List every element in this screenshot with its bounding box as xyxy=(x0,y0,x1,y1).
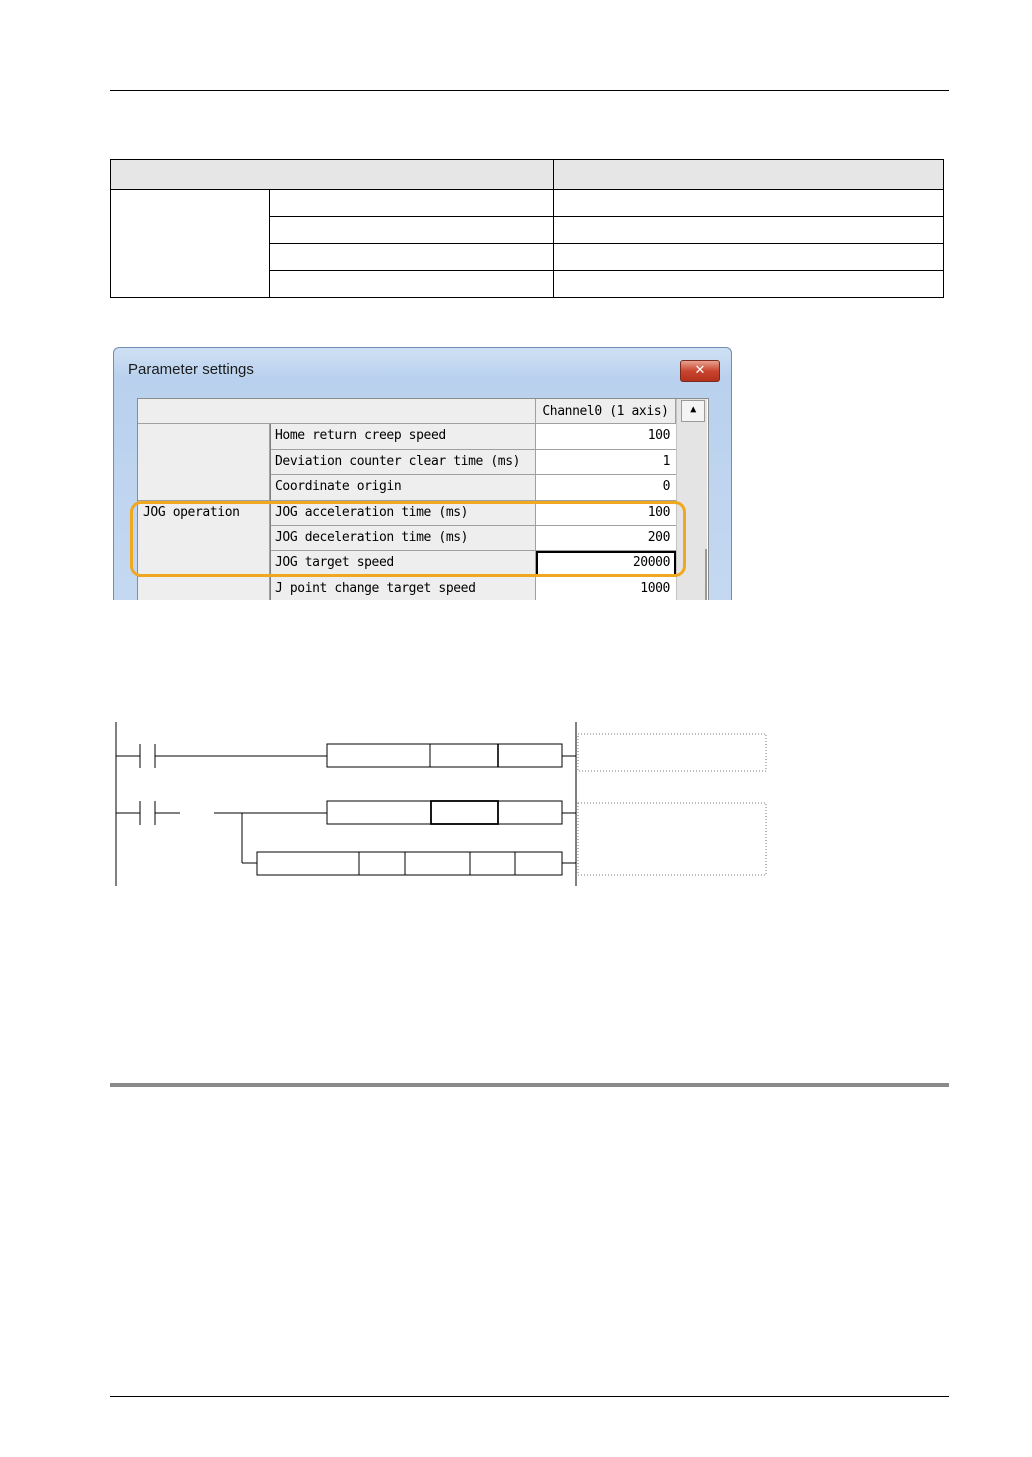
table-header-cell xyxy=(111,160,554,190)
table-cell xyxy=(554,271,944,298)
table-cell xyxy=(270,190,554,217)
branch-instruction-box xyxy=(257,852,562,875)
settings-table xyxy=(110,159,944,298)
group-cell-next xyxy=(138,577,270,600)
row-label-jog-deceleration-time: JOG deceleration time (ms) xyxy=(270,526,536,551)
comment-box-2 xyxy=(578,803,766,875)
row-label-jog-target-speed: JOG target speed xyxy=(270,551,536,577)
section-rule xyxy=(110,1083,949,1087)
close-icon[interactable]: ✕ xyxy=(680,360,720,382)
row-label-j-point-change-target-speed: J point change target speed xyxy=(270,577,536,600)
table-row xyxy=(111,190,944,217)
table-header-row xyxy=(111,160,944,190)
value-j-point-change-target-speed[interactable]: 1000 xyxy=(536,577,676,600)
rung2-instruction-box xyxy=(327,801,562,824)
table-cell xyxy=(554,217,944,244)
rung1-instruction-box xyxy=(327,744,562,767)
row-label-home-return-creep-speed: Home return creep speed xyxy=(270,424,536,450)
row-label-deviation-counter-clear-time: Deviation counter clear time (ms) xyxy=(270,450,536,475)
comment-box-1 xyxy=(578,734,766,771)
table-cell xyxy=(554,244,944,271)
value-jog-acceleration-time[interactable]: 100 xyxy=(536,501,676,526)
scroll-up-arrow-icon[interactable]: ▲ xyxy=(681,400,705,422)
scrollbar-thumb[interactable] xyxy=(705,549,707,600)
group-cell-blank xyxy=(138,424,270,501)
column-header-label: Channel0 (1 axis) xyxy=(542,404,669,419)
ladder-diagram xyxy=(0,700,1032,900)
value-deviation-counter-clear-time[interactable]: 1 xyxy=(536,450,676,475)
dialog-title: Parameter settings xyxy=(128,361,254,378)
rung2-box-highlight xyxy=(431,801,498,824)
value-coordinate-origin[interactable]: 0 xyxy=(536,475,676,501)
row-label-jog-acceleration-time: JOG acceleration time (ms) xyxy=(270,501,536,526)
header-rule xyxy=(110,90,949,91)
table-cell xyxy=(270,217,554,244)
value-jog-deceleration-time[interactable]: 200 xyxy=(536,526,676,551)
table-cell xyxy=(270,244,554,271)
footer-rule xyxy=(110,1396,949,1397)
table-header-cell xyxy=(554,160,944,190)
jog-operation-highlight xyxy=(130,501,686,577)
row-label-coordinate-origin: Coordinate origin xyxy=(270,475,536,501)
value-jog-target-speed[interactable]: 20000 xyxy=(536,551,676,577)
column-header-channel0 xyxy=(536,399,676,424)
table-cell xyxy=(270,271,554,298)
group-label: JOG operation xyxy=(143,505,240,520)
table-group-cell xyxy=(111,190,270,298)
grid-header-blank xyxy=(138,399,536,424)
value-home-return-creep-speed[interactable]: 100 xyxy=(536,424,676,450)
table-cell xyxy=(554,190,944,217)
